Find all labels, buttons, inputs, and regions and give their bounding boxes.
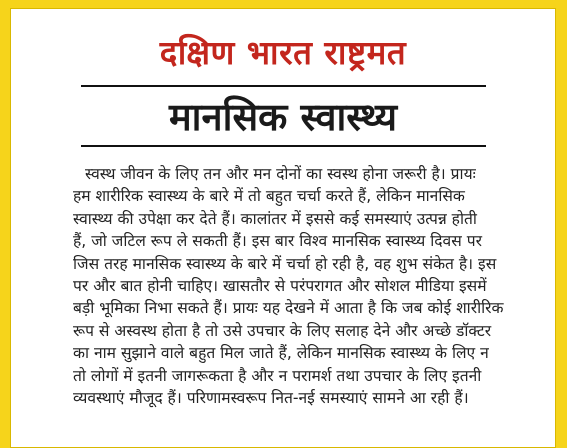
article-line: तो लोगों में इतनी जागरूकता है और न परामर्श तथा उपचार के लिए इतनी <box>73 366 482 385</box>
article-headline: मानसिक स्वास्थ्य <box>168 95 398 139</box>
article-line: व्यवस्थाएं मौजूद हैं। परिणामस्वरूप नित-नई समस्याएं सामने आ रही हैं। <box>73 389 469 408</box>
headline-top-rule <box>81 85 486 87</box>
article-line: स्वस्थ जीवन के लिए तन और मन दोनों का स्वस्थ होना जरूरी है। प्रायः <box>85 165 476 183</box>
article-line: हम शारीरिक स्वास्थ्य के बारे में तो बहुत चर्चा करते हैं, लेकिन मानसिक <box>73 187 465 206</box>
article-line: स्वास्थ्य की उपेक्षा कर देते हैं। कालांतर में इससे कई समस्याएं उत्पन्न होती <box>73 209 477 228</box>
article-line: बड़ी भूमिका निभा सकते हैं। प्रायः यह देखने में आता है कि जब कोई शारीरिक <box>73 299 504 318</box>
article-line: रूप से अस्वस्थ होता है तो उसे उपचार के लिए सलाह देने और अच्छे डॉक्टर <box>73 321 492 340</box>
article-line: का नाम सुझाने वाले बहुत मिल जाते हैं, लेकिन मानसिक स्वास्थ्य के लिए न <box>73 344 489 363</box>
article-line: पर और बात होनी चाहिए। खासतौर से परंपरागत और सोशल मीडिया इसमें <box>73 277 487 296</box>
article-line: जिस तरह मानसिक स्वास्थ्य के बारे में चर्चा हो रही है, वह शुभ संकेत है। इस <box>73 254 497 273</box>
headline-bottom-rule <box>81 145 486 147</box>
newspaper-masthead: दक्षिण भारत राष्ट्रमत <box>159 33 407 72</box>
article-body <box>73 163 551 409</box>
newspaper-clipping <box>10 8 556 448</box>
article-line: हैं, जो जटिल रूप ले सकती हैं। इस बार विश्व मानसिक स्वास्थ्य दिवस पर <box>73 232 482 251</box>
